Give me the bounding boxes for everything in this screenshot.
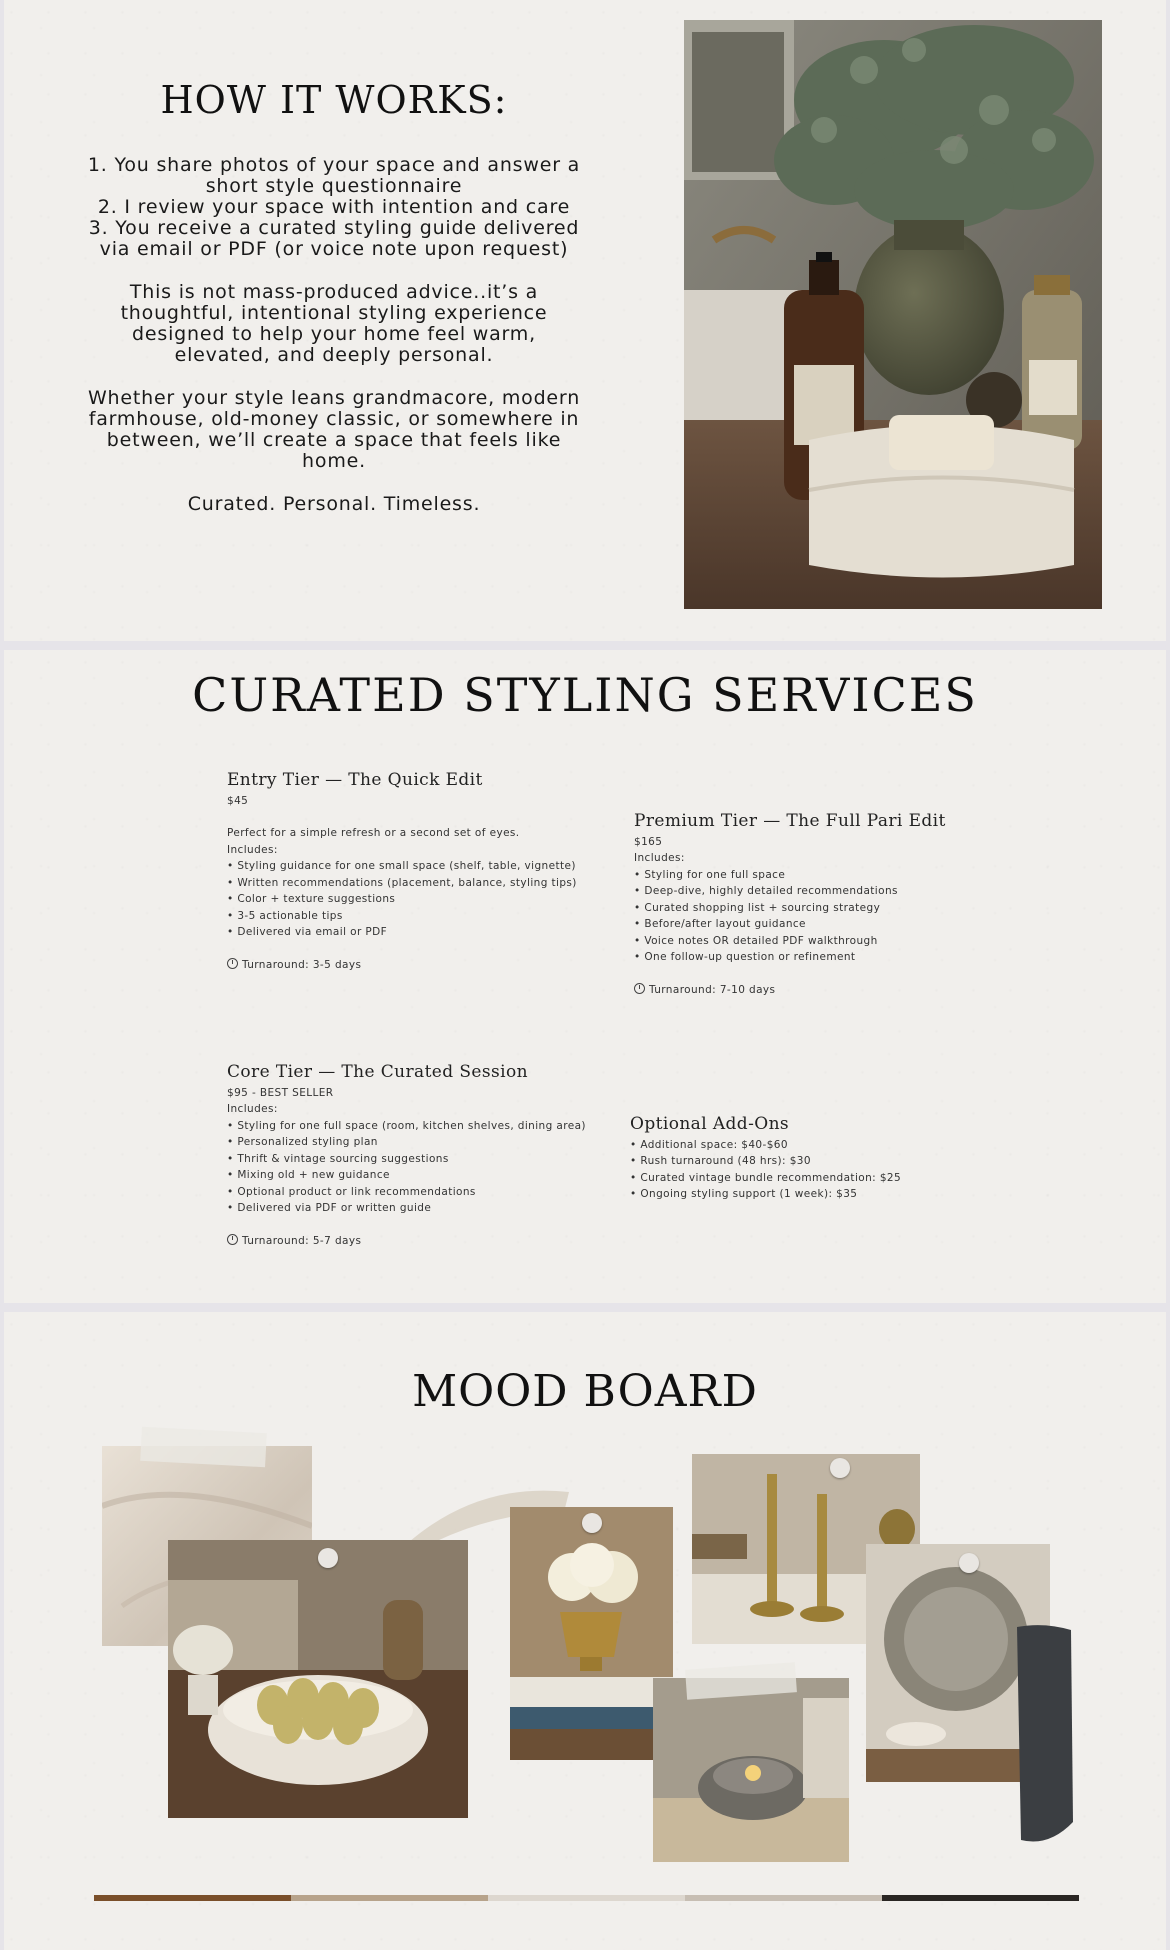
pin [318, 1548, 338, 1568]
list-item: • Delivered via PDF or written guide [227, 1200, 627, 1217]
hydrangea-photo [510, 1507, 673, 1760]
palette-swatch [94, 1895, 291, 1901]
intro-line: designed to help your home feel warm, [132, 323, 536, 345]
list-item: • Delivered via email or PDF [227, 924, 607, 941]
step-2-line-1: 2. I review your space with intention and care [97, 196, 571, 218]
palette-swatch [291, 1895, 488, 1901]
intro-line: thoughtful, intentional styling experience [120, 302, 548, 324]
intro-paragraph [64, 282, 604, 366]
pin [830, 1458, 850, 1478]
style-line: home. [302, 450, 366, 472]
pin [582, 1513, 602, 1533]
list-item: • 3-5 actionable tips [227, 908, 607, 925]
style-line: between, we’ll create a space that feels like [106, 429, 562, 451]
core-tier-turnaround [227, 1233, 627, 1250]
services-title: CURATED STYLING SERVICES [192, 668, 978, 722]
intro-line: elevated, and deeply personal. [174, 344, 494, 366]
turnaround-text: Turnaround: 3-5 days [242, 958, 362, 971]
how-it-works-title: HOW IT WORKS: [160, 78, 508, 122]
add-ons [630, 1116, 1030, 1203]
premium-tier-name: Premium Tier — The Full Pari Edit [634, 811, 946, 831]
list-item: • Curated vintage bundle recommendation: $25 [630, 1170, 1030, 1187]
core-tier [227, 1064, 627, 1249]
includes-label: Includes: [227, 843, 278, 856]
add-ons-title: Optional Add-Ons [630, 1114, 790, 1134]
step-1-line-2: short style questionnaire [205, 175, 463, 197]
list-item: • Styling for one full space (room, kitchen shelves, dining area) [227, 1118, 627, 1135]
services-page [4, 650, 1166, 1303]
includes-label: Includes: [634, 852, 685, 864]
list-item: • Rush turnaround (48 hrs): $30 [630, 1153, 1030, 1170]
list-item: • Voice notes OR detailed PDF walkthrough [634, 933, 1034, 950]
list-item: • Styling for one full space [634, 867, 1034, 884]
color-palette [94, 1895, 1079, 1901]
step-3-line-2: via email or PDF (or voice note upon request) [99, 238, 569, 260]
style-line: Whether your style leans grandmacore, modern [87, 387, 581, 409]
list-item: • Thrift & vintage sourcing suggestions [227, 1151, 627, 1168]
includes-label: Includes: [227, 1103, 278, 1115]
step-3-line-1: 3. You receive a curated styling guide delivered [88, 217, 580, 239]
entry-tier-turnaround [227, 957, 607, 974]
turnaround-text: Turnaround: 7-10 days [649, 983, 776, 996]
step-1-line-1: 1. You share photos of your space and answer a [87, 154, 581, 176]
mood-board-page [4, 1312, 1166, 1950]
mood-board-title: MOOD BOARD [412, 1366, 758, 1417]
list-item: • Personalized styling plan [227, 1134, 627, 1151]
bathroom-vignette-photo [684, 20, 1102, 609]
pin [959, 1553, 979, 1573]
list-item: • Deep-dive, highly detailed recommendations [634, 883, 1034, 900]
entry-tier-price: $45 [227, 794, 249, 807]
list-item: • Mixing old + new guidance [227, 1167, 627, 1184]
list-item: • Ongoing styling support (1 week): $35 [630, 1186, 1030, 1203]
list-item: • Additional space: $40-$60 [630, 1137, 1030, 1154]
tape-strip [140, 1427, 267, 1467]
tagline: Curated. Personal. Timeless. [187, 493, 481, 515]
list-item: • Styling guidance for one small space (shelf, table, vignette) [227, 858, 607, 875]
intro-line: This is not mass-produced advice..it’s a [129, 281, 539, 303]
list-item: • Optional product or link recommendations [227, 1184, 627, 1201]
palette-swatch [685, 1895, 882, 1901]
list-item: • Written recommendations (placement, balance, styling tips) [227, 875, 607, 892]
core-tier-name: Core Tier — The Curated Session [227, 1062, 528, 1082]
core-tier-price: $95 - BEST SELLER [227, 1086, 334, 1099]
entry-tier-name: Entry Tier — The Quick Edit [227, 770, 483, 790]
steps-list [64, 155, 604, 260]
premium-tier [634, 813, 1034, 998]
entry-tier [227, 772, 607, 973]
palette-swatch [882, 1895, 1079, 1901]
premium-tier-price: $165 [634, 835, 663, 848]
clock-icon [227, 1234, 238, 1245]
style-paragraph [64, 388, 604, 472]
list-item: • One follow-up question or refinement [634, 949, 1034, 966]
list-item: • Curated shopping list + sourcing strategy [634, 900, 1034, 917]
how-it-works-page [4, 0, 1166, 641]
entry-tier-intro: Perfect for a simple refresh or a second set of eyes. [227, 827, 520, 839]
list-item: • Color + texture suggestions [227, 891, 607, 908]
clock-icon [227, 958, 238, 969]
clock-icon [634, 983, 645, 994]
turnaround-text: Turnaround: 5-7 days [242, 1234, 362, 1247]
palette-swatch [488, 1895, 685, 1901]
premium-tier-turnaround [634, 982, 1034, 999]
candle-holder-photo [653, 1678, 849, 1862]
style-line: farmhouse, old-money classic, or somewhere in [88, 408, 580, 430]
dark-brush-stroke [1009, 1622, 1079, 1852]
how-it-works-body [64, 155, 604, 537]
list-item: • Before/after layout guidance [634, 916, 1034, 933]
pears-bowl-photo [168, 1540, 468, 1818]
